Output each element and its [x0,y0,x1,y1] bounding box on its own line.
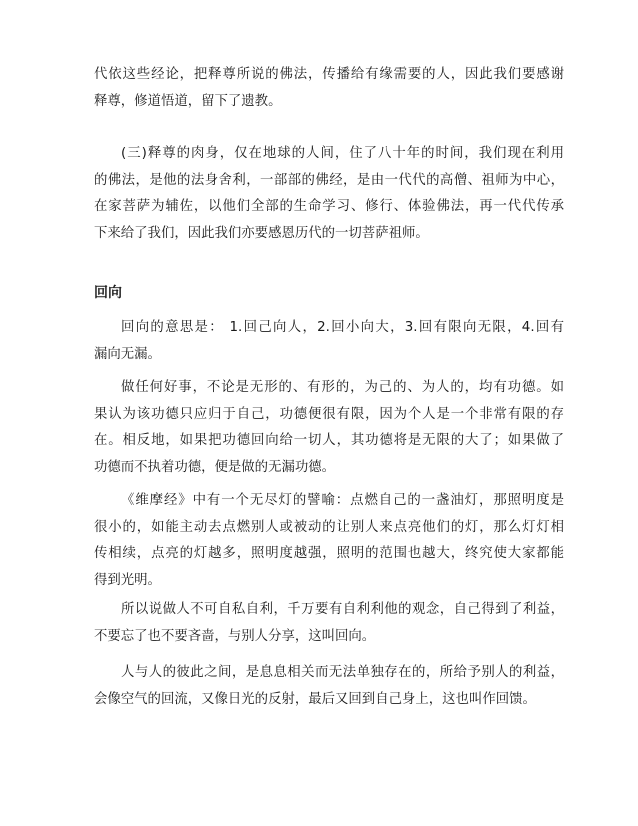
text-line: 不要忘了也不要吝啬，与别人分享，这叫回向。 [94,628,376,644]
intro-paragraph [94,62,564,115]
point-three-paragraph [94,141,564,247]
text-line: 《维摩经》中有一个无尽灯的譬喻：点燃自己的一盏油灯，那照明度是 [121,493,564,508]
text-line: 所以说做人不可自私自利，千万要有自利利他的观念，自己得到了利益， [121,602,564,617]
text-line: 很小的，如能主动去点燃别人或被动的让别人来点亮他们的灯，那么灯灯相 [94,519,564,535]
definition-paragraph [94,315,564,368]
lamp-paragraph [94,488,564,594]
interdependence-paragraph [94,660,564,713]
text-line: 的佛法，是他的法身舍利，一部部的佛经，是由一代代的高僧、祖师为中心， [94,172,564,188]
text-line: 释尊，修道悟道，留下了遗教。 [94,93,282,109]
selfless-paragraph [94,597,564,650]
text-line: (三)释尊的肉身，仅在地球的人间，住了八十年的时间，我们现在利用 [121,146,564,161]
text-line: 在。相反地，如果把功德回向给一切人，其功德将是无限的大了；如果做了 [94,433,564,448]
text-line: 做任何好事，不论是无形的、有形的，为己的、为人的，均有功德。如 [121,380,564,395]
text-line: 人与人的彼此之间，是息息相关而无法单独存在的，所给予别人的利益， [121,665,564,680]
text-line: 回向的意思是： 1.回己向人，2.回小向大，3.回有限向无限，4.回有 [121,320,564,335]
text-line: 在家菩萨为辅佐，以他们全部的生命学习、修行、体验佛法，再一代代传承 [94,199,564,214]
merit-paragraph [94,375,564,481]
text-line: 会像空气的回流，又像日光的反射，最后又回到自己身上，这也叫作回馈。 [94,691,536,707]
section-heading: 回向 [94,285,122,301]
text-line: 代依这些经论，把释尊所说的佛法，传播给有缘需要的人，因此我们要感谢 [94,67,564,82]
text-line: 传相续，点亮的灯越多，照明度越强，照明的范围也越大，终究使大家都能 [94,546,564,561]
text-line: 功德而不执着功德，便是做的无漏功德。 [94,459,336,475]
text-line: 得到光明。 [94,572,161,588]
text-line: 下来给了我们，因此我们亦要感恩历代的一切菩萨祖师。 [94,225,429,241]
text-line: 果认为该功德只应归于自己，功德便很有限，因为个人是一个非常有限的存 [94,406,564,422]
text-line: 漏向无漏。 [94,346,161,362]
